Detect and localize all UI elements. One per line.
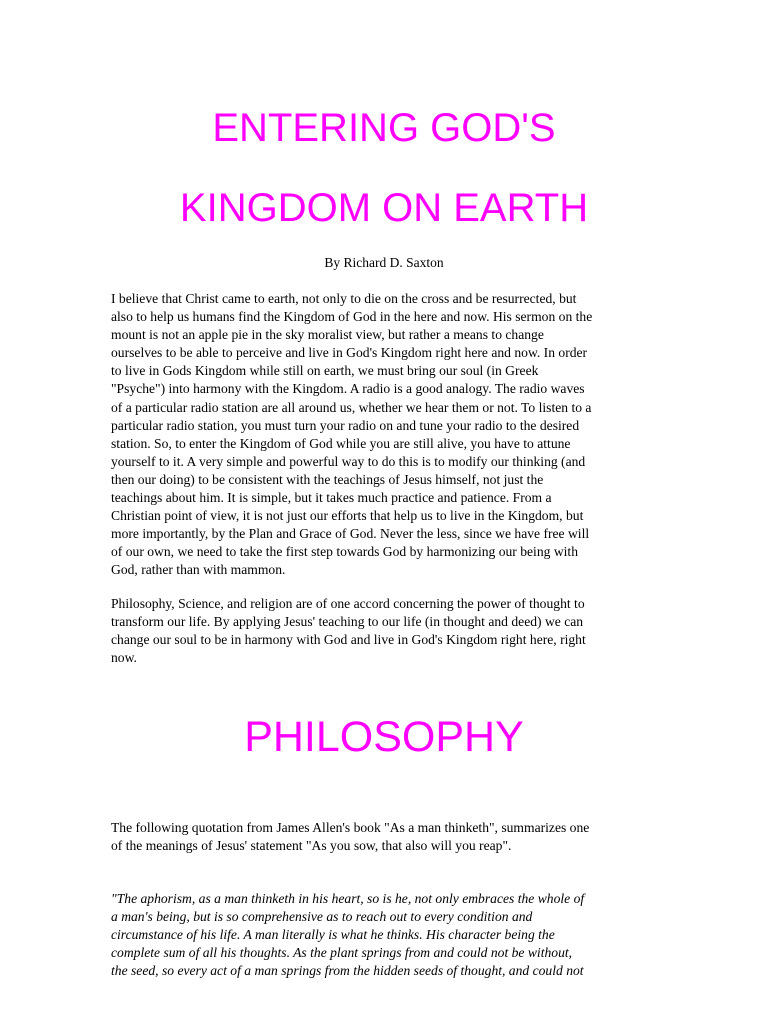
text-line: now. (111, 650, 137, 666)
paragraph-philosophy-science (111, 595, 659, 667)
text-line: more importantly, by the Plan and Grace of God. Never the less, since we have free will (111, 526, 590, 542)
text-line: transform our life. By applying Jesus' teaching to our life (in thought and deed) we can (111, 614, 584, 630)
text-line: The following quotation from James Allen's book "As a man thinketh", summarizes one (111, 820, 590, 835)
text-line: of our own, we need to take the first step towards God by harmonizing our being with (111, 544, 578, 560)
text-line: to live in Gods Kingdom while still on earth, we must bring our soul (in Greek (111, 363, 539, 379)
text-line: teachings about him. It is simple, but it takes much practice and patience. From a (111, 490, 552, 506)
text-line: "The aphorism, as a man thinketh in his heart, so is he, not only embraces the whole of (111, 891, 585, 906)
title-line-2: KINGDOM ON EARTH (179, 186, 589, 230)
section-heading-philosophy: PHILOSOPHY (244, 713, 524, 761)
text-line: a man's being, but is so comprehensive as to reach out to every condition and (111, 909, 533, 925)
text-line: Philosophy, Science, and religion are of one accord concerning the power of thought to (111, 596, 585, 611)
paragraph-quotation-intro (111, 819, 659, 855)
text-line: mount is not an apple pie in the sky moralist view, but rather a means to change (111, 327, 544, 343)
title-line-1: ENTERING GOD'S (212, 106, 556, 150)
text-line: of a particular radio station are all around us, whether we hear them or not. To listen to a (111, 399, 592, 415)
text-line: the seed, so every act of a man springs from the hidden seeds of thought, and could not (111, 963, 584, 979)
text-line: ourselves to be able to perceive and live in God's Kingdom right here and now. In order (111, 345, 588, 361)
text-line: then our doing) to be consistent with the teachings of Jesus himself, not just the (111, 471, 544, 487)
text-line: yourself to it. A very simple and powerful way to do this is to modify our thinking (and (111, 453, 586, 469)
text-line: station. So, to enter the Kingdom of God while you are still alive, you have to attune (111, 435, 571, 451)
byline: By Richard D. Saxton (324, 255, 444, 270)
text-line: of the meanings of Jesus' statement "As you sow, that also will you reap". (111, 838, 512, 854)
paragraph-intro (111, 290, 659, 580)
text-line: complete sum of all his thoughts. As the plant springs from and could not be without, (111, 945, 573, 961)
text-line: I believe that Christ came to earth, not only to die on the cross and be resurrected, but (111, 291, 577, 306)
text-line: "Psyche") into harmony with the Kingdom. A radio is a good analogy. The radio waves (111, 381, 585, 397)
text-line: particular radio station, you must turn your radio on and tune your radio to the desired (111, 417, 580, 433)
text-line: also to help us humans find the Kingdom of God in the here and now. His sermon on the (111, 309, 593, 325)
text-line: change our soul to be in harmony with God and live in God's Kingdom right here, right (111, 632, 586, 648)
quotation-block (111, 890, 659, 980)
text-line: Christian point of view, it is not just our efforts that help us to live in the Kingdom, but (111, 508, 584, 524)
text-line: God, rather than with mammon. (111, 562, 286, 578)
text-line: circumstance of his life. A man literally is what he thinks. His character being the (111, 927, 555, 943)
